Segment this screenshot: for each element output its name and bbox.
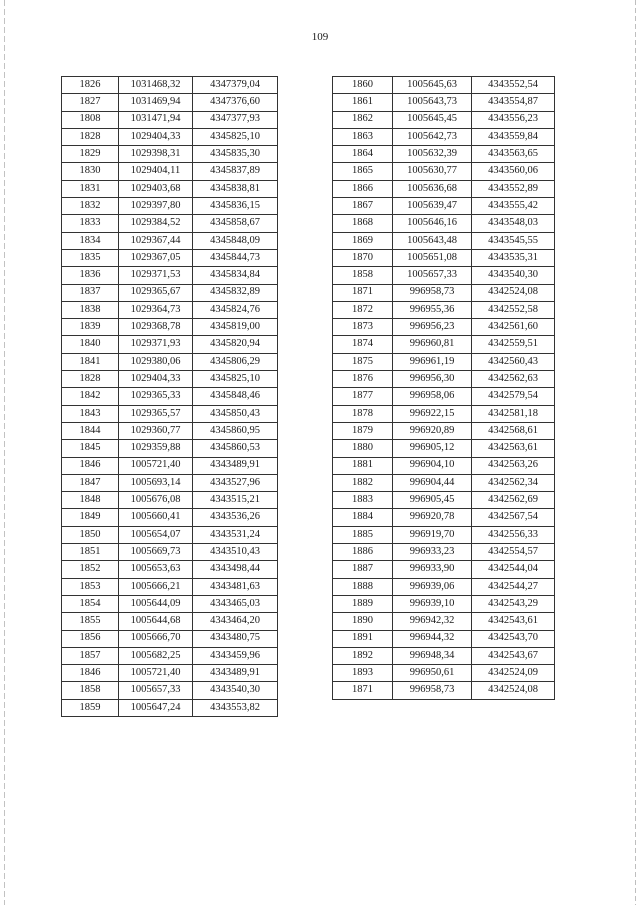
y-coordinate-cell: 4345819,00 xyxy=(193,319,278,336)
point-number-cell: 1888 xyxy=(333,578,393,595)
table-row xyxy=(333,544,555,561)
point-number-cell: 1836 xyxy=(62,267,119,284)
point-number-cell: 1877 xyxy=(333,388,393,405)
point-number-cell: 1881 xyxy=(333,457,393,474)
point-number-cell: 1852 xyxy=(62,561,119,578)
table-row xyxy=(333,319,555,336)
y-coordinate-cell: 4343552,89 xyxy=(472,180,555,197)
point-number-cell: 1844 xyxy=(62,422,119,439)
y-coordinate-cell: 4342560,43 xyxy=(472,353,555,370)
point-number-cell: 1871 xyxy=(333,682,393,699)
x-coordinate-cell: 1029364,73 xyxy=(119,301,193,318)
x-coordinate-cell: 996905,45 xyxy=(393,492,472,509)
y-coordinate-cell: 4343510,43 xyxy=(193,544,278,561)
y-coordinate-cell: 4343560,06 xyxy=(472,163,555,180)
x-coordinate-cell: 1005644,09 xyxy=(119,595,193,612)
point-number-cell: 1883 xyxy=(333,492,393,509)
table-row xyxy=(62,699,278,716)
y-coordinate-cell: 4345860,53 xyxy=(193,440,278,457)
x-coordinate-cell: 996920,78 xyxy=(393,509,472,526)
point-number-cell: 1859 xyxy=(62,699,119,716)
coordinates-table-left xyxy=(61,76,278,717)
y-coordinate-cell: 4343531,24 xyxy=(193,526,278,543)
point-number-cell: 1833 xyxy=(62,215,119,232)
table-row xyxy=(62,509,278,526)
table-row xyxy=(333,578,555,595)
x-coordinate-cell: 1005653,63 xyxy=(119,561,193,578)
point-number-cell: 1835 xyxy=(62,249,119,266)
table-row xyxy=(333,630,555,647)
y-coordinate-cell: 4342556,33 xyxy=(472,526,555,543)
table-row xyxy=(333,232,555,249)
table-row xyxy=(333,128,555,145)
x-coordinate-cell: 996919,70 xyxy=(393,526,472,543)
table-row xyxy=(62,146,278,163)
x-coordinate-cell: 1005644,68 xyxy=(119,613,193,630)
point-number-cell: 1843 xyxy=(62,405,119,422)
point-number-cell: 1830 xyxy=(62,163,119,180)
table-row xyxy=(62,215,278,232)
y-coordinate-cell: 4345848,46 xyxy=(193,388,278,405)
table-row xyxy=(62,371,278,388)
table-row xyxy=(333,94,555,111)
y-coordinate-cell: 4343552,54 xyxy=(472,77,555,94)
point-number-cell: 1846 xyxy=(62,665,119,682)
x-coordinate-cell: 996933,90 xyxy=(393,561,472,578)
x-coordinate-cell: 996942,32 xyxy=(393,613,472,630)
y-coordinate-cell: 4347379,04 xyxy=(193,77,278,94)
point-number-cell: 1890 xyxy=(333,613,393,630)
x-coordinate-cell: 1005645,63 xyxy=(393,77,472,94)
x-coordinate-cell: 996939,10 xyxy=(393,595,472,612)
table-row xyxy=(62,561,278,578)
point-number-cell: 1829 xyxy=(62,146,119,163)
table-row xyxy=(333,474,555,491)
table-body xyxy=(62,77,278,717)
point-number-cell: 1847 xyxy=(62,474,119,491)
point-number-cell: 1880 xyxy=(333,440,393,457)
point-number-cell: 1854 xyxy=(62,595,119,612)
table-row xyxy=(62,613,278,630)
point-number-cell: 1838 xyxy=(62,301,119,318)
x-coordinate-cell: 1029359,88 xyxy=(119,440,193,457)
table-row xyxy=(62,544,278,561)
table-row xyxy=(333,336,555,353)
table-row xyxy=(333,405,555,422)
table-row xyxy=(62,180,278,197)
point-number-cell: 1850 xyxy=(62,526,119,543)
table-row xyxy=(333,353,555,370)
x-coordinate-cell: 1029404,11 xyxy=(119,163,193,180)
point-number-cell: 1876 xyxy=(333,371,393,388)
x-coordinate-cell: 996920,89 xyxy=(393,422,472,439)
y-coordinate-cell: 4347377,93 xyxy=(193,111,278,128)
point-number-cell: 1866 xyxy=(333,180,393,197)
y-coordinate-cell: 4343540,30 xyxy=(472,267,555,284)
point-number-cell: 1834 xyxy=(62,232,119,249)
y-coordinate-cell: 4345860,95 xyxy=(193,422,278,439)
x-coordinate-cell: 1005630,77 xyxy=(393,163,472,180)
x-coordinate-cell: 1005721,40 xyxy=(119,457,193,474)
x-coordinate-cell: 1029404,33 xyxy=(119,128,193,145)
point-number-cell: 1851 xyxy=(62,544,119,561)
point-number-cell: 1887 xyxy=(333,561,393,578)
point-number-cell: 1872 xyxy=(333,301,393,318)
table-row xyxy=(333,163,555,180)
point-number-cell: 1853 xyxy=(62,578,119,595)
point-number-cell: 1862 xyxy=(333,111,393,128)
y-coordinate-cell: 4342552,58 xyxy=(472,301,555,318)
table-row xyxy=(333,198,555,215)
point-number-cell: 1860 xyxy=(333,77,393,94)
table-row xyxy=(333,682,555,699)
y-coordinate-cell: 4342568,61 xyxy=(472,422,555,439)
table-row xyxy=(62,128,278,145)
table-row xyxy=(62,267,278,284)
x-coordinate-cell: 1005657,33 xyxy=(393,267,472,284)
x-coordinate-cell: 1029403,68 xyxy=(119,180,193,197)
y-coordinate-cell: 4342562,34 xyxy=(472,474,555,491)
y-coordinate-cell: 4342524,08 xyxy=(472,682,555,699)
table-body xyxy=(333,77,555,700)
table-row xyxy=(62,284,278,301)
x-coordinate-cell: 1005693,14 xyxy=(119,474,193,491)
x-coordinate-cell: 1029371,93 xyxy=(119,336,193,353)
point-number-cell: 1892 xyxy=(333,647,393,664)
table-row xyxy=(62,595,278,612)
table-row xyxy=(62,353,278,370)
x-coordinate-cell: 1029371,53 xyxy=(119,267,193,284)
table-row xyxy=(333,180,555,197)
point-number-cell: 1868 xyxy=(333,215,393,232)
table-row xyxy=(62,665,278,682)
point-number-cell: 1891 xyxy=(333,630,393,647)
point-number-cell: 1874 xyxy=(333,336,393,353)
x-coordinate-cell: 1005643,48 xyxy=(393,232,472,249)
y-coordinate-cell: 4343464,20 xyxy=(193,613,278,630)
x-coordinate-cell: 1029367,44 xyxy=(119,232,193,249)
y-coordinate-cell: 4343515,21 xyxy=(193,492,278,509)
point-number-cell: 1840 xyxy=(62,336,119,353)
point-number-cell: 1863 xyxy=(333,128,393,145)
point-number-cell: 1893 xyxy=(333,665,393,682)
point-number-cell: 1827 xyxy=(62,94,119,111)
table-row xyxy=(62,422,278,439)
table-row xyxy=(62,405,278,422)
x-coordinate-cell: 1005642,73 xyxy=(393,128,472,145)
x-coordinate-cell: 1005639,47 xyxy=(393,198,472,215)
table-row xyxy=(333,249,555,266)
page-number: 109 xyxy=(311,31,329,43)
y-coordinate-cell: 4345858,67 xyxy=(193,215,278,232)
x-coordinate-cell: 996956,30 xyxy=(393,371,472,388)
y-coordinate-cell: 4343535,31 xyxy=(472,249,555,266)
x-coordinate-cell: 1029404,33 xyxy=(119,371,193,388)
y-coordinate-cell: 4342561,60 xyxy=(472,319,555,336)
table-row xyxy=(333,111,555,128)
table-row xyxy=(62,94,278,111)
x-coordinate-cell: 996950,61 xyxy=(393,665,472,682)
point-number-cell: 1870 xyxy=(333,249,393,266)
x-coordinate-cell: 1005632,39 xyxy=(393,146,472,163)
y-coordinate-cell: 4345837,89 xyxy=(193,163,278,180)
x-coordinate-cell: 996905,12 xyxy=(393,440,472,457)
y-coordinate-cell: 4345835,30 xyxy=(193,146,278,163)
y-coordinate-cell: 4343536,26 xyxy=(193,509,278,526)
x-coordinate-cell: 1005660,41 xyxy=(119,509,193,526)
x-coordinate-cell: 1029360,77 xyxy=(119,422,193,439)
table-row xyxy=(333,284,555,301)
table-row xyxy=(62,77,278,94)
point-number-cell: 1855 xyxy=(62,613,119,630)
x-coordinate-cell: 1005666,21 xyxy=(119,578,193,595)
y-coordinate-cell: 4343481,63 xyxy=(193,578,278,595)
y-coordinate-cell: 4342543,67 xyxy=(472,647,555,664)
table-row xyxy=(333,492,555,509)
table-row xyxy=(62,301,278,318)
table-row xyxy=(62,163,278,180)
table-row xyxy=(333,371,555,388)
y-coordinate-cell: 4342579,54 xyxy=(472,388,555,405)
y-coordinate-cell: 4343555,42 xyxy=(472,198,555,215)
y-coordinate-cell: 4342544,27 xyxy=(472,578,555,595)
table-row xyxy=(62,319,278,336)
point-number-cell: 1842 xyxy=(62,388,119,405)
table-row xyxy=(333,422,555,439)
x-coordinate-cell: 1029398,31 xyxy=(119,146,193,163)
table-row xyxy=(333,647,555,664)
x-coordinate-cell: 996956,23 xyxy=(393,319,472,336)
x-coordinate-cell: 996948,34 xyxy=(393,647,472,664)
table-row xyxy=(62,198,278,215)
point-number-cell: 1861 xyxy=(333,94,393,111)
x-coordinate-cell: 996958,06 xyxy=(393,388,472,405)
y-coordinate-cell: 4345824,76 xyxy=(193,301,278,318)
point-number-cell: 1846 xyxy=(62,457,119,474)
x-coordinate-cell: 996961,19 xyxy=(393,353,472,370)
table-row xyxy=(333,613,555,630)
table-row xyxy=(62,647,278,664)
y-coordinate-cell: 4342559,51 xyxy=(472,336,555,353)
point-number-cell: 1871 xyxy=(333,284,393,301)
y-coordinate-cell: 4342543,61 xyxy=(472,613,555,630)
x-coordinate-cell: 996955,36 xyxy=(393,301,472,318)
y-coordinate-cell: 4343554,87 xyxy=(472,94,555,111)
point-number-cell: 1869 xyxy=(333,232,393,249)
y-coordinate-cell: 4347376,60 xyxy=(193,94,278,111)
x-coordinate-cell: 1031468,32 xyxy=(119,77,193,94)
table-row xyxy=(62,336,278,353)
point-number-cell: 1845 xyxy=(62,440,119,457)
y-coordinate-cell: 4342544,04 xyxy=(472,561,555,578)
table-row xyxy=(62,526,278,543)
x-coordinate-cell: 996939,06 xyxy=(393,578,472,595)
point-number-cell: 1886 xyxy=(333,544,393,561)
point-number-cell: 1882 xyxy=(333,474,393,491)
x-coordinate-cell: 1005645,45 xyxy=(393,111,472,128)
point-number-cell: 1856 xyxy=(62,630,119,647)
y-coordinate-cell: 4342562,63 xyxy=(472,371,555,388)
point-number-cell: 1878 xyxy=(333,405,393,422)
x-coordinate-cell: 996958,73 xyxy=(393,284,472,301)
point-number-cell: 1879 xyxy=(333,422,393,439)
table-row xyxy=(62,440,278,457)
y-coordinate-cell: 4345844,73 xyxy=(193,249,278,266)
point-number-cell: 1858 xyxy=(62,682,119,699)
table-row xyxy=(62,232,278,249)
x-coordinate-cell: 996944,32 xyxy=(393,630,472,647)
table-row xyxy=(62,388,278,405)
table-row xyxy=(62,457,278,474)
table-row xyxy=(333,388,555,405)
point-number-cell: 1831 xyxy=(62,180,119,197)
y-coordinate-cell: 4342581,18 xyxy=(472,405,555,422)
y-coordinate-cell: 4345820,94 xyxy=(193,336,278,353)
point-number-cell: 1885 xyxy=(333,526,393,543)
x-coordinate-cell: 1005643,73 xyxy=(393,94,472,111)
table-row xyxy=(62,249,278,266)
y-coordinate-cell: 4343545,55 xyxy=(472,232,555,249)
y-coordinate-cell: 4342563,26 xyxy=(472,457,555,474)
table-row xyxy=(333,457,555,474)
table-row xyxy=(62,474,278,491)
x-coordinate-cell: 1031469,94 xyxy=(119,94,193,111)
point-number-cell: 1867 xyxy=(333,198,393,215)
y-coordinate-cell: 4343459,96 xyxy=(193,647,278,664)
point-number-cell: 1808 xyxy=(62,111,119,128)
table-row xyxy=(333,561,555,578)
y-coordinate-cell: 4342554,57 xyxy=(472,544,555,561)
point-number-cell: 1837 xyxy=(62,284,119,301)
point-number-cell: 1826 xyxy=(62,77,119,94)
x-coordinate-cell: 1031471,94 xyxy=(119,111,193,128)
x-coordinate-cell: 1029384,52 xyxy=(119,215,193,232)
y-coordinate-cell: 4345834,84 xyxy=(193,267,278,284)
x-coordinate-cell: 1005676,08 xyxy=(119,492,193,509)
y-coordinate-cell: 4343556,23 xyxy=(472,111,555,128)
point-number-cell: 1849 xyxy=(62,509,119,526)
scan-edge-right xyxy=(635,0,636,905)
y-coordinate-cell: 4345825,10 xyxy=(193,371,278,388)
table-row xyxy=(333,146,555,163)
y-coordinate-cell: 4343563,65 xyxy=(472,146,555,163)
y-coordinate-cell: 4342562,69 xyxy=(472,492,555,509)
point-number-cell: 1889 xyxy=(333,595,393,612)
x-coordinate-cell: 1029365,57 xyxy=(119,405,193,422)
x-coordinate-cell: 1029367,05 xyxy=(119,249,193,266)
table-row xyxy=(333,77,555,94)
coordinates-table-right xyxy=(332,76,555,700)
x-coordinate-cell: 1029380,06 xyxy=(119,353,193,370)
table-row xyxy=(333,301,555,318)
point-number-cell: 1873 xyxy=(333,319,393,336)
x-coordinate-cell: 1005647,24 xyxy=(119,699,193,716)
x-coordinate-cell: 1005651,08 xyxy=(393,249,472,266)
point-number-cell: 1865 xyxy=(333,163,393,180)
point-number-cell: 1839 xyxy=(62,319,119,336)
y-coordinate-cell: 4343498,44 xyxy=(193,561,278,578)
table-row xyxy=(62,578,278,595)
y-coordinate-cell: 4343465,03 xyxy=(193,595,278,612)
y-coordinate-cell: 4345825,10 xyxy=(193,128,278,145)
point-number-cell: 1828 xyxy=(62,371,119,388)
y-coordinate-cell: 4343548,03 xyxy=(472,215,555,232)
x-coordinate-cell: 1005721,40 xyxy=(119,665,193,682)
point-number-cell: 1857 xyxy=(62,647,119,664)
x-coordinate-cell: 996904,44 xyxy=(393,474,472,491)
y-coordinate-cell: 4343489,91 xyxy=(193,457,278,474)
x-coordinate-cell: 1005636,68 xyxy=(393,180,472,197)
y-coordinate-cell: 4345836,15 xyxy=(193,198,278,215)
y-coordinate-cell: 4343553,82 xyxy=(193,699,278,716)
table-row xyxy=(62,492,278,509)
table-row xyxy=(333,509,555,526)
table-row xyxy=(333,595,555,612)
x-coordinate-cell: 1005682,25 xyxy=(119,647,193,664)
x-coordinate-cell: 1005654,07 xyxy=(119,526,193,543)
point-number-cell: 1848 xyxy=(62,492,119,509)
x-coordinate-cell: 1005669,73 xyxy=(119,544,193,561)
y-coordinate-cell: 4342543,29 xyxy=(472,595,555,612)
scan-edge-left xyxy=(4,0,5,905)
x-coordinate-cell: 1029365,33 xyxy=(119,388,193,405)
table-row xyxy=(62,111,278,128)
y-coordinate-cell: 4343559,84 xyxy=(472,128,555,145)
x-coordinate-cell: 1005657,33 xyxy=(119,682,193,699)
x-coordinate-cell: 1029365,67 xyxy=(119,284,193,301)
table-row xyxy=(333,526,555,543)
point-number-cell: 1875 xyxy=(333,353,393,370)
y-coordinate-cell: 4343489,91 xyxy=(193,665,278,682)
point-number-cell: 1832 xyxy=(62,198,119,215)
table-row xyxy=(62,630,278,647)
table-row xyxy=(333,665,555,682)
y-coordinate-cell: 4342567,54 xyxy=(472,509,555,526)
point-number-cell: 1841 xyxy=(62,353,119,370)
y-coordinate-cell: 4345848,09 xyxy=(193,232,278,249)
point-number-cell: 1828 xyxy=(62,128,119,145)
y-coordinate-cell: 4342543,70 xyxy=(472,630,555,647)
x-coordinate-cell: 996960,81 xyxy=(393,336,472,353)
table-row xyxy=(333,440,555,457)
table-row xyxy=(333,267,555,284)
y-coordinate-cell: 4342524,09 xyxy=(472,665,555,682)
x-coordinate-cell: 996922,15 xyxy=(393,405,472,422)
y-coordinate-cell: 4345806,29 xyxy=(193,353,278,370)
y-coordinate-cell: 4345838,81 xyxy=(193,180,278,197)
y-coordinate-cell: 4343540,30 xyxy=(193,682,278,699)
x-coordinate-cell: 996904,10 xyxy=(393,457,472,474)
x-coordinate-cell: 996958,73 xyxy=(393,682,472,699)
y-coordinate-cell: 4345850,43 xyxy=(193,405,278,422)
y-coordinate-cell: 4343480,75 xyxy=(193,630,278,647)
x-coordinate-cell: 996933,23 xyxy=(393,544,472,561)
x-coordinate-cell: 1029368,78 xyxy=(119,319,193,336)
point-number-cell: 1864 xyxy=(333,146,393,163)
table-row xyxy=(333,215,555,232)
point-number-cell: 1858 xyxy=(333,267,393,284)
x-coordinate-cell: 1005666,70 xyxy=(119,630,193,647)
x-coordinate-cell: 1029397,80 xyxy=(119,198,193,215)
y-coordinate-cell: 4342524,08 xyxy=(472,284,555,301)
x-coordinate-cell: 1005646,16 xyxy=(393,215,472,232)
y-coordinate-cell: 4342563,61 xyxy=(472,440,555,457)
point-number-cell: 1884 xyxy=(333,509,393,526)
table-row xyxy=(62,682,278,699)
y-coordinate-cell: 4345832,89 xyxy=(193,284,278,301)
y-coordinate-cell: 4343527,96 xyxy=(193,474,278,491)
